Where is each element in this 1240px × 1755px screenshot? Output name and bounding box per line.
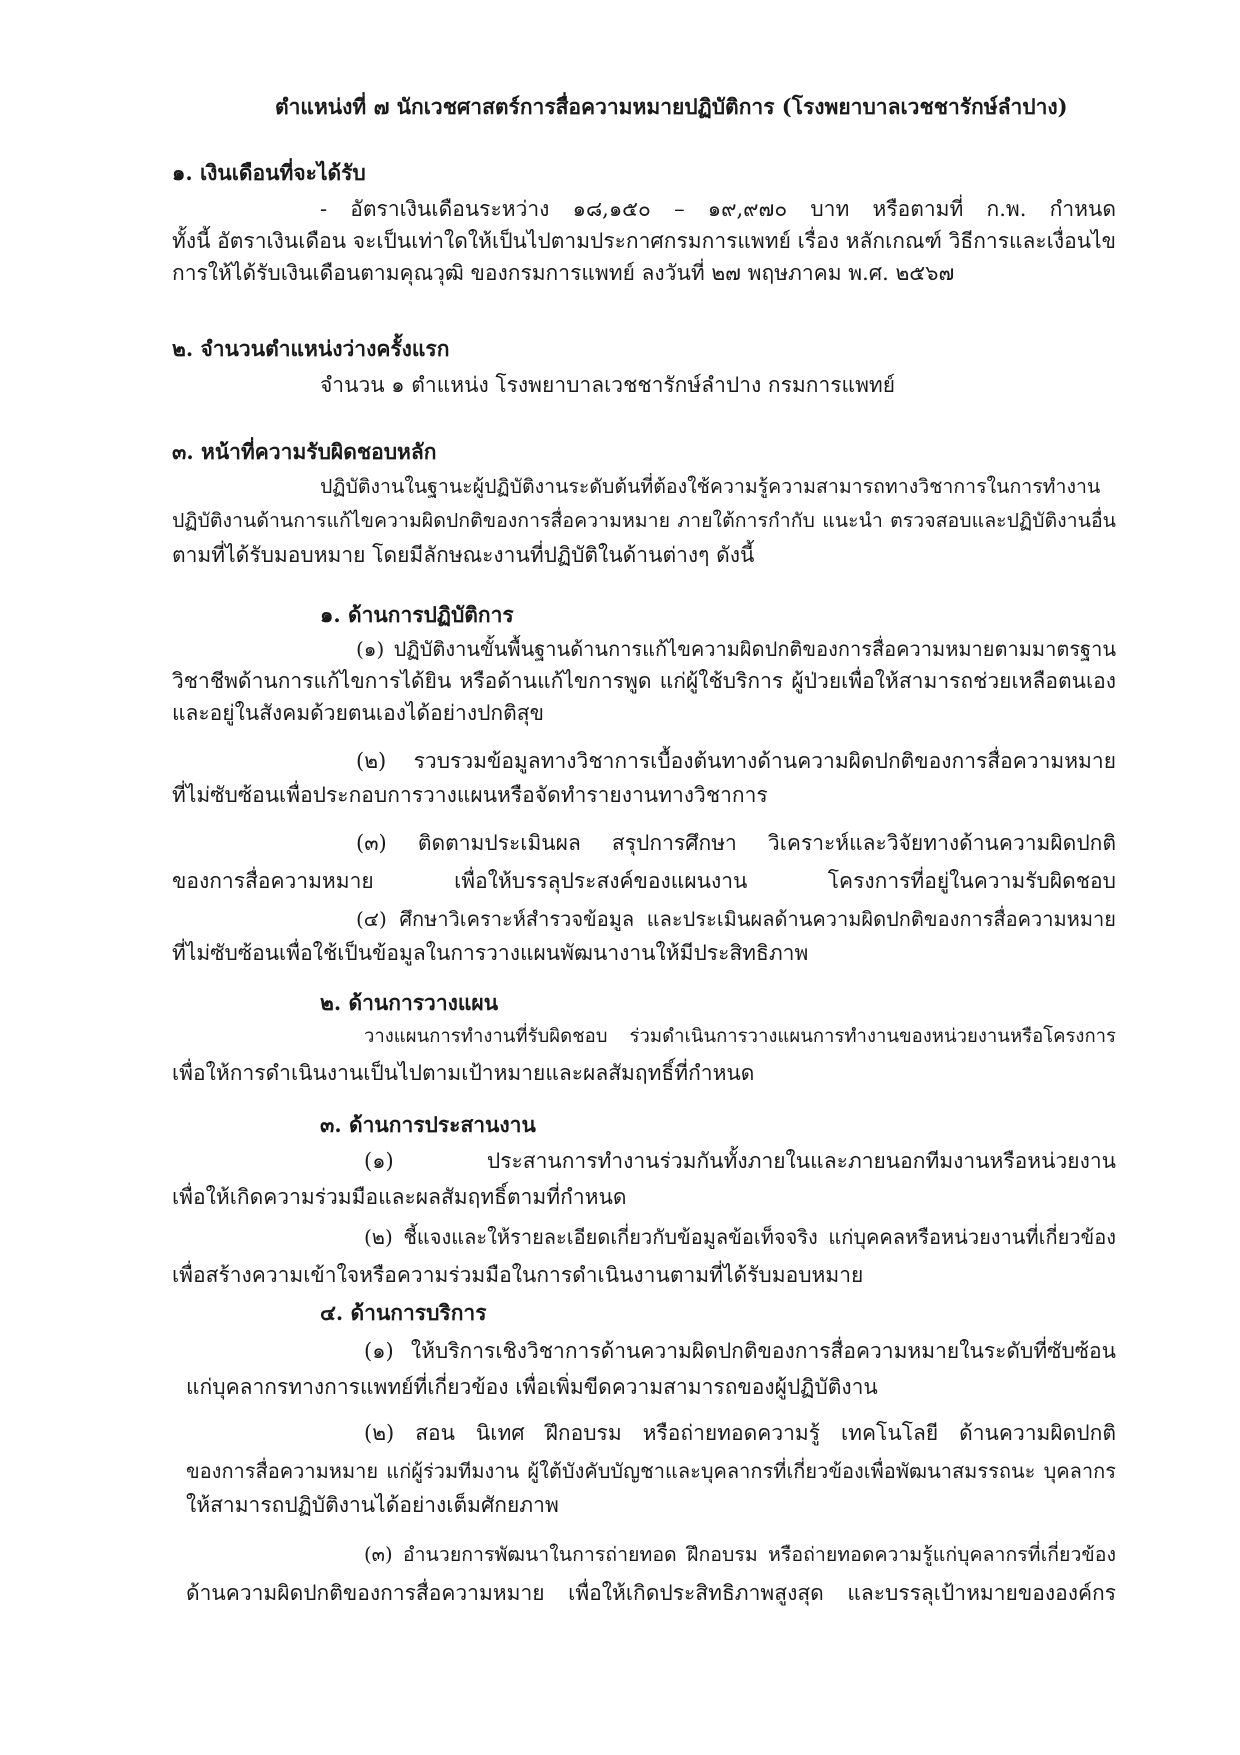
subsection-3-line: เพื่อสร้างความเข้าใจหรือความร่วมมือในการดำเนินงานตามที่ได้รับมอบหมาย: [172, 1263, 864, 1287]
subsection-1-line: และอยู่ในสังคมด้วยตนเองได้อย่างปกติสุข: [172, 701, 544, 725]
section-2-heading: ๒. จำนวนตำแหน่งว่างครั้งแรก: [172, 336, 450, 361]
subsection-4-line: (๑) ให้บริการเชิงวิชาการด้านความผิดปกติของการสื่อความหมายในระดับที่ซับซ้อน: [364, 1339, 1116, 1363]
subsection-2-line: วางแผนการทำงานที่รับผิดชอบ ร่วมดำเนินการวางแผนการทำงานของหน่วยงานหรือโครงการ: [364, 1026, 1116, 1047]
subsection-1-line: วิชาชีพด้านการแก้ไขการได้ยิน หรือด้านแก้ไขการพูด แก่ผู้ใช้บริการ ผู้ป่วยเพื่อให้สามารถช่วยเหลือตนเอง: [172, 669, 1116, 693]
subsection-1-heading: ๑. ด้านการปฏิบัติการ: [320, 602, 514, 627]
section-3-intro-line: ปฏิบัติงานด้านการแก้ไขความผิดปกติของการสื่อความหมาย ภายใต้การกำกับ แนะนำ ตรวจสอบและปฏิบัติงานอื่น: [172, 509, 1116, 532]
section-1-heading: ๑. เงินเดือนที่จะได้รับ: [172, 160, 366, 185]
subsection-4-line: แก่บุคลากรทางการแพทย์ที่เกี่ยวข้อง เพื่อเพิ่มขีดความสามารถของผู้ปฏิบัติงาน: [186, 1375, 878, 1399]
subsection-2-line: เพื่อให้การดำเนินงานเป็นไปตามเป้าหมายและผลสัมฤทธิ์ที่กำหนด: [172, 1061, 755, 1085]
subsection-1-line: (๔) ศึกษาวิเคราะห์สำรวจข้อมูล และประเมินผลด้านความผิดปกติของการสื่อความหมาย: [356, 907, 1116, 931]
section-1-line: การให้ได้รับเงินเดือนตามคุณวุฒิ ของกรมการแพทย์ ลงวันที่ ๒๗ พฤษภาคม พ.ศ. ๒๕๖๗: [172, 261, 955, 285]
document-title: ตำแหน่งที่ ๗ นักเวชศาสตร์การสื่อความหมายปฏิบัติการ (โรงพยาบาลเวชชารักษ์ลำปาง): [275, 94, 1068, 119]
section-2-line: จำนวน ๑ ตำแหน่ง โรงพยาบาลเวชชารักษ์ลำปาง กรมการแพทย์: [320, 373, 896, 397]
section-3-intro-line: ปฏิบัติงานในฐานะผู้ปฏิบัติงานระดับต้นที่ต้องใช้ความรู้ความสามารถทางวิชาการในการทำงาน: [320, 475, 1101, 498]
subsection-1-line: (๓) ติดตามประเมินผล สรุปการศึกษา วิเคราะห์และวิจัยทางด้านความผิดปกติ: [356, 831, 1116, 855]
subsection-3-heading: ๓. ด้านการประสานงาน: [320, 1112, 536, 1137]
subsection-4-line: ด้านความผิดปกติของการสื่อความหมาย เพื่อให้เกิดประสิทธิภาพสูงสุด และบรรลุเป้าหมายขององค์กร: [186, 1581, 1116, 1605]
subsection-1-line: ที่ไม่ซับซ้อนเพื่อประกอบการวางแผนหรือจัดทำรายงานทางวิชาการ: [172, 783, 768, 807]
subsection-1-line: ที่ไม่ซับซ้อนเพื่อใช้เป็นข้อมูลในการวางแผนพัฒนางานให้มีประสิทธิภาพ: [172, 941, 809, 965]
subsection-3-line: (๒) ชี้แจงและให้รายละเอียดเกี่ยวกับข้อมูลข้อเท็จจริง แก่บุคคลหรือหน่วยงานที่เกี่ยวข้อง: [364, 1225, 1116, 1249]
subsection-4-line: ของการสื่อความหมาย แก่ผู้ร่วมทีมงาน ผู้ใต้บังคับบัญชาและบุคลากรที่เกี่ยวข้องเพื่อพัฒนาสมรรถนะ บุคลากร: [186, 1459, 1116, 1483]
subsection-1-line: ของการสื่อความหมาย เพื่อให้บรรลุประสงค์ของแผนงาน โครงการที่อยู่ในความรับผิดชอบ: [172, 869, 1116, 893]
subsection-3-line: (๑) ประสานการทำงานร่วมกันทั้งภายในและภายนอกทีมงานหรือหน่วยงาน: [364, 1149, 1116, 1173]
section-1-line: - อัตราเงินเดือนระหว่าง ๑๘,๑๕๐ – ๑๙,๙๗๐ บาท หรือตามที่ ก.พ. กำหนด: [320, 197, 1116, 221]
subsection-4-line: (๒) สอน นิเทศ ฝึกอบรม หรือถ่ายทอดความรู้ เทคโนโลยี ด้านความผิดปกติ: [364, 1421, 1116, 1445]
section-1-line: ทั้งนี้ อัตราเงินเดือน จะเป็นเท่าใดให้เป็นไปตามประกาศกรมการแพทย์ เรื่อง หลักเกณฑ์ วิธีการและเงื่อนไข: [172, 229, 1116, 253]
subsection-2-heading: ๒. ด้านการวางแผน: [320, 990, 499, 1015]
subsection-3-line: เพื่อให้เกิดความร่วมมือและผลสัมฤทธิ์ตามที่กำหนด: [172, 1185, 627, 1209]
section-3-heading: ๓. หน้าที่ความรับผิดชอบหลัก: [172, 439, 437, 464]
subsection-1-line: (๑) ปฏิบัติงานขั้นพื้นฐานด้านการแก้ไขความผิดปกติของการสื่อความหมายตามมาตรฐาน: [356, 637, 1116, 661]
subsection-1-line: (๒) รวบรวมข้อมูลทางวิชาการเบื้องต้นทางด้านความผิดปกติของการสื่อความหมาย: [356, 749, 1116, 773]
subsection-4-heading: ๔. ด้านการบริการ: [320, 1300, 487, 1325]
section-3-intro-line: ตามที่ได้รับมอบหมาย โดยมีลักษณะงานที่ปฏิบัติในด้านต่างๆ ดังนี้: [172, 543, 755, 567]
subsection-4-line: ให้สามารถปฏิบัติงานได้อย่างเต็มศักยภาพ: [186, 1493, 559, 1517]
subsection-4-line: (๓) อำนวยการพัฒนาในการถ่ายทอด ฝึกอบรม หรือถ่ายทอดความรู้แก่บุคลากรที่เกี่ยวข้อง: [364, 1543, 1116, 1566]
